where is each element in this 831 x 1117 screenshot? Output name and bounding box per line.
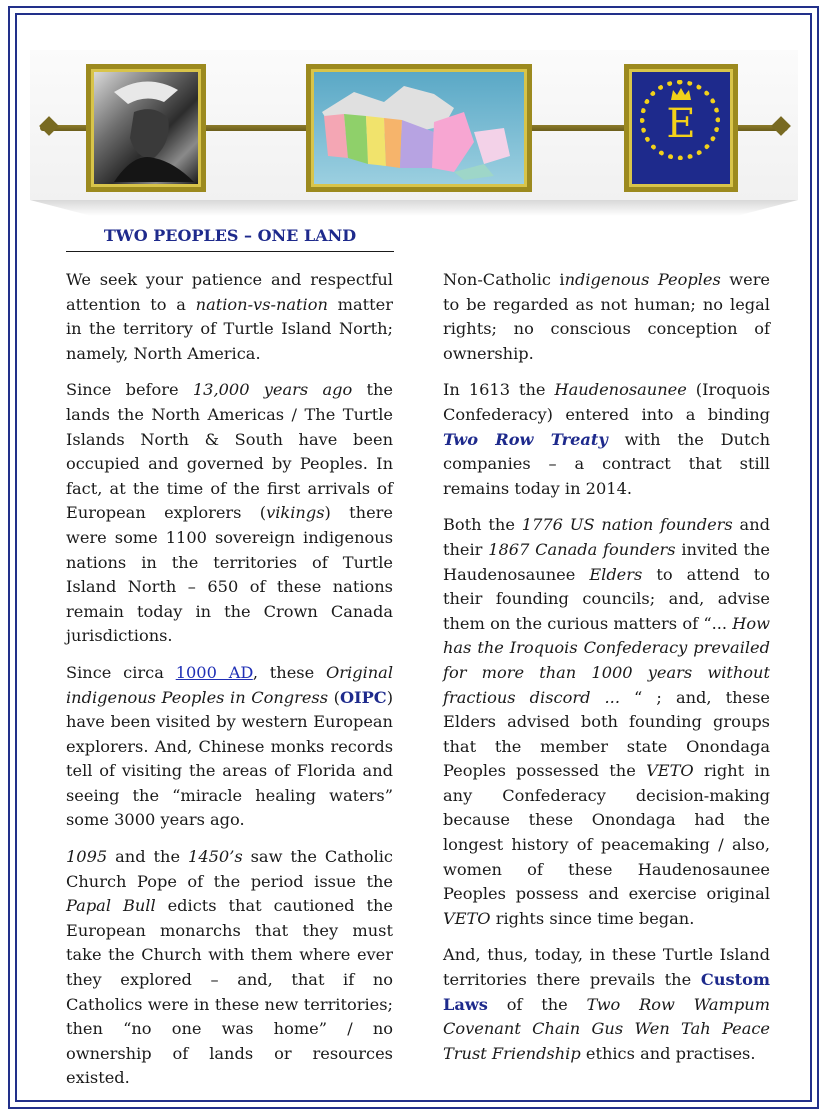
paragraph: Since circa 1000 AD, these Original indigenous Peoples in Congress (OIPC) have been visited by western European explorers. And, Chinese monks records tell of visiting the areas of Florida and seeing the “miracle healing waters” some 3000 years ago. — [66, 662, 394, 830]
paragraph: We seek your patience and respectful attention to a nation-vs-nation matter in the territory of Turtle Island North; namely, North America. — [66, 270, 393, 363]
link-1000-ad[interactable]: 1000 AD — [175, 662, 253, 682]
paragraph: And, thus, today, in these Turtle Island territories there prevails the Custom Laws of the Two Row Wampum Covenant Chain Gus Wen Tah Peace Trust Friendship ethics and practises. — [443, 945, 770, 1063]
paragraph: Non-Catholic indigenous Peoples were to be regarded as not human; no legal rights; no conscious conception of ownership. — [443, 270, 771, 363]
portrait-image — [86, 64, 206, 192]
paragraph: 1095 and the 1450’s saw the Catholic Church Pope of the period issue the Papal Bull edicts that cautioned the European monarchs that they must take the Church with them where ever they explored – and, that if no Catholics were in these new territories; then “no one was home” / no ownership of lands or resources existed. — [66, 847, 393, 1088]
paragraph: In 1613 the Haudenosaunee (Iroquois Confederacy) entered into a binding Two Row Treaty with the Dutch companies – a contract that still remains today in 2014. — [443, 380, 771, 498]
eagle-headdress-figure — [94, 72, 198, 184]
paragraph: Since before 13,000 years ago the lands the North Americas / The Turtle Islands North & South have been occupied and governed by Peoples. In fact, at the time of the first arrivals of European explorers (vikings) there were some 1100 sovereign indigenous nations in the territories of Turtle Island North – 650 of these nations remain today in the Crown Canada jurisdictions. — [66, 380, 393, 646]
column-right — [443, 268, 770, 1078]
paragraph: Both the 1776 US nation founders and their 1867 Canada founders invited the Haudenosaunee Elders to attend to their founding councils; and, advise them on the curious matters of “... How has the Iroquois Confederacy prevailed for more than 1000 years without fractious discord ... “ ; and, these Elders advised both founding groups that the member state Onondaga Peoples possessed the VETO right in any Confederacy decision-making because these Onondaga had the longest history of peacemaking / also, women of these Haudenosaunee Peoples possess and exercise original VETO rights since time began. — [443, 515, 771, 928]
royal-cypher-image — [624, 64, 738, 192]
column-left — [66, 268, 393, 1103]
crown-icon — [670, 86, 692, 102]
canada-map — [314, 72, 524, 184]
cypher-letter: E — [666, 101, 696, 147]
page-title: TWO PEOPLES – ONE LAND — [103, 226, 357, 245]
map-image — [306, 64, 532, 192]
title-underline — [66, 251, 394, 252]
header-banner — [30, 50, 798, 216]
